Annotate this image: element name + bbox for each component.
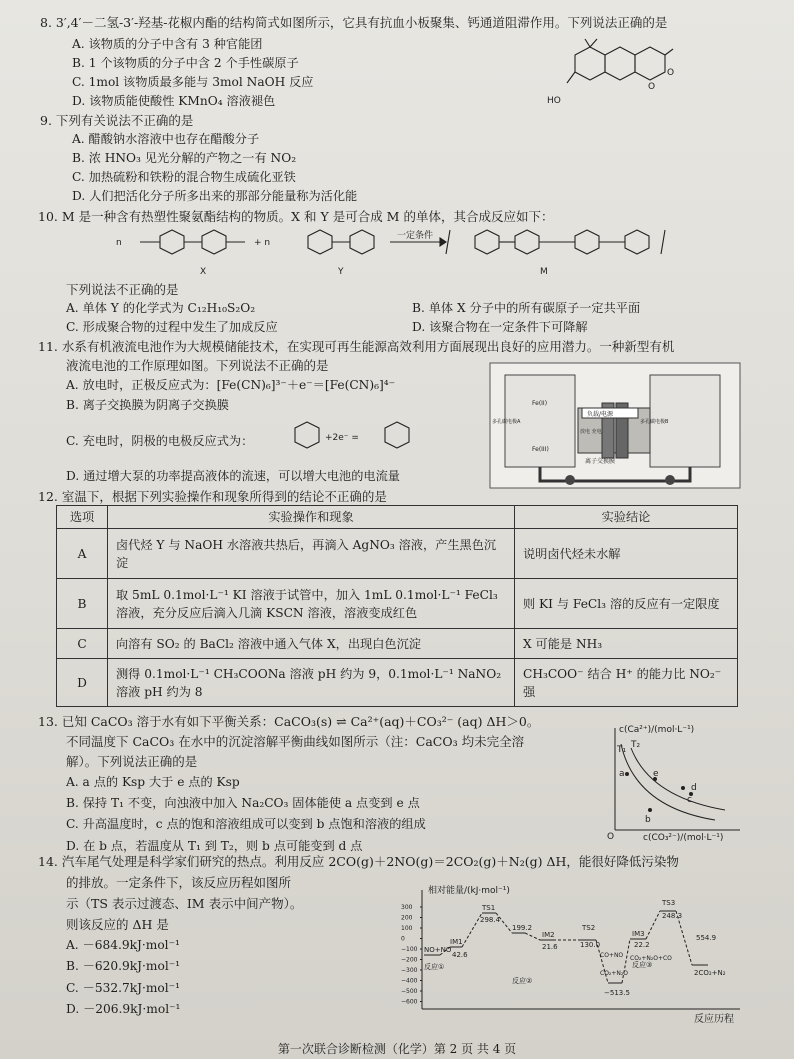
q8-structure — [545, 45, 675, 110]
q10-plus: + n — [254, 238, 271, 248]
q14-energy-profile — [400, 885, 745, 1025]
q14-label-ts2-val: 130.0 — [580, 941, 601, 949]
q14-label-5549: 554.9 — [696, 934, 717, 942]
q14-stem-line3: 示（TS 表示过渡态、IM 表示中间产物）。 — [66, 896, 303, 911]
q9-option-a: A. 醋酸钠水溶液中也存在醋酸分子 — [72, 132, 260, 146]
q13-xlabel: c(CO₃²⁻)/(mol·L⁻¹) — [643, 833, 724, 843]
q11-fe2-label: Fe(II) — [532, 400, 548, 407]
q11-stem-line2: 液流电池的工作原理如图。下列说法不正确的是 — [66, 358, 329, 373]
q10-option-a: A. 单体 Y 的化学式为 C₁₂H₁₀S₂O₂ — [66, 301, 256, 315]
q14-label-r2: 反应② — [512, 977, 533, 985]
q10-label-y: Y — [338, 267, 344, 277]
q10-option-d: D. 该聚合物在一定条件下可降解 — [412, 320, 588, 334]
q8-option-d: D. 该物质能使酸性 KMnO₄ 溶液褪色 — [72, 94, 276, 108]
q11-stem-line1: 11. 水系有机液流电池作为大规模储能技术，在实现可再生能源高效利用方面展现出良好的应用潜力。一种新型有机 — [38, 339, 675, 354]
q8-option-a: A. 该物质的分子中含有 3 种官能团 — [72, 37, 263, 51]
q11-electrode-b: 多孔碳电极B — [640, 419, 669, 425]
row-b-option: B — [57, 579, 108, 629]
q11-option-d: D. 通过增大泵的功率提高液体的流速，可以增大电池的电流量 — [66, 469, 400, 483]
q10-option-c: C. 形成聚合物的过程中发生了加成反应 — [66, 320, 278, 334]
table-row — [57, 529, 738, 579]
q8-stem: 8. 3′,4′－二氢-3′-羟基-花椒内酯的结构简式如图所示，它具有抗血小板聚集、钙通道阻滞作用。下列说法正确的是 — [40, 15, 668, 30]
q13-stem-line2: 不同温度下 CaCO₃ 在水中的沉淀溶解平衡曲线如图所示（注：CaCO₃ 均未完全溶 — [66, 734, 525, 749]
q11-option-b: B. 离子交换膜为阴离子交换膜 — [66, 398, 229, 412]
q11-optc-structures — [285, 418, 465, 464]
q10-option-b: B. 单体 X 分子中的所有碳原子一定共平面 — [412, 301, 641, 315]
q13-stem-line3: 解）。下列说法正确的是 — [66, 754, 198, 769]
q11-option-a: A. 放电时，正极反应式为：[Fe(CN)₆]³⁻＋e⁻＝[Fe(CN)₆]⁴⁻ — [66, 378, 396, 392]
q14-ytick-label: −400 — [401, 977, 418, 985]
q14-label-ts3-val: 248.3 — [662, 912, 683, 920]
q14-ytick-label: 200 — [401, 914, 413, 922]
q14-label-199: 199.2 — [512, 924, 533, 932]
row-b-operation: 取 5mL 0.1mol·L⁻¹ KI 溶液于试管中，加入 1mL 0.1mol·L⁻¹ FeCl₃ 溶液，充分反应后滴入几滴 KSCN 溶液，溶液变成红色 — [108, 579, 515, 629]
row-a-option: A — [57, 529, 108, 579]
q8-option-b: B. 1 个该物质的分子中含 2 个手性碳原子 — [72, 56, 299, 70]
header-conclusion: 实验结论 — [515, 506, 738, 529]
q14-option-a: A. －684.9kJ·mol⁻¹ — [66, 938, 180, 952]
q14-ytick-label: −300 — [401, 967, 418, 974]
q11-cell-diagram — [490, 363, 740, 488]
q14-label-co2n2o: CO₂+N₂O — [600, 970, 628, 977]
row-c-option: C — [57, 629, 108, 659]
q13-option-c: C. 升高温度时，c 点的饱和溶液组成可以变到 b 点饱和溶液的组成 — [66, 817, 426, 831]
q10-reaction-scheme — [110, 228, 690, 278]
q12-table — [56, 505, 738, 707]
table-row — [57, 659, 738, 707]
q14-ytick-label: −200 — [401, 956, 418, 964]
q8-ho-label: HO — [547, 96, 561, 106]
q13-point-e: e — [653, 769, 659, 779]
q14-label-ts1: TS1 — [482, 904, 496, 912]
q14-label-im2-val: 21.6 — [542, 943, 558, 951]
q11-option-c: C. 充电时，阴极的电极反应式为： — [66, 434, 254, 448]
q14-label-5135: −513.5 — [604, 989, 630, 997]
q14-label-im1: IM1 — [450, 938, 463, 946]
q13-point-c: c — [687, 795, 692, 805]
q14-ytick-label: 100 — [401, 925, 413, 932]
row-d-option: D — [57, 659, 108, 707]
q13-t1: T₁ — [617, 745, 627, 755]
header-option: 选项 — [57, 506, 108, 529]
q11-load-label: 负载/电源 — [587, 411, 614, 418]
q11-fe3-label: Fe(III) — [532, 446, 549, 453]
q14-xlabel: 反应历程 — [694, 1014, 734, 1025]
q14-ytick-label: −600 — [401, 998, 418, 1006]
row-b-conclusion: 则 KI 与 FeCl₃ 溶的反应有一定限度 — [515, 579, 738, 629]
q14-label-im2: IM2 — [542, 931, 555, 939]
q8-option-c: C. 1mol 该物质最多能与 3mol NaOH 反应 — [72, 75, 314, 89]
q10-condition: 一定条件 — [397, 231, 434, 241]
q13-option-b: B. 保持 T₁ 不变，向浊液中加入 Na₂CO₃ 固体能使 a 点变到 e 点 — [66, 796, 420, 810]
q13-t2: T₂ — [631, 740, 641, 750]
row-a-operation: 卤代烃 Y 与 NaOH 水溶液共热后，再滴入 AgNO₃ 溶液，产生黑色沉淀 — [108, 529, 515, 579]
q10-stem: 10. M 是一种含有热塑性聚氨酯结构的物质。X 和 Y 是可合成 M 的单体，其合成反应如下： — [38, 209, 554, 224]
q14-label-ts3: TS3 — [662, 899, 676, 907]
row-c-conclusion: X 可能是 NH₃ — [515, 629, 738, 659]
q13-solubility-graph — [595, 722, 745, 843]
q13-option-d: D. 在 b 点，若温度从 T₁ 到 T₂，则 b 点可能变到 d 点 — [66, 839, 363, 853]
svg-text:O: O — [667, 68, 675, 78]
table-header-row — [57, 506, 738, 529]
q14-ytick-label: 0 — [401, 935, 405, 943]
q14-label-im3: IM3 — [632, 930, 645, 938]
q9-stem: 9. 下列有关说法不正确的是 — [40, 113, 194, 128]
q14-label-r1: 反应① — [424, 963, 445, 971]
q10-n1: n — [116, 238, 122, 248]
q11-discharge-label: 放电 充电 — [580, 429, 602, 435]
q14-option-d: D. －206.9kJ·mol⁻¹ — [66, 1002, 181, 1016]
q11-optc-tail: +2e⁻ = — [325, 433, 359, 443]
q13-ylabel: c(Ca²⁺)/(mol·L⁻¹) — [619, 725, 695, 735]
page-footer: 第一次联合诊断检测（化学）第 2 页 共 4 页 — [277, 1042, 517, 1056]
q10-label-m: M — [540, 267, 548, 277]
q9-option-c: C. 加热硫粉和铁粉的混合物生成硫化亚铁 — [72, 170, 296, 184]
q14-stem-line4: 则该反应的 ΔH 是 — [66, 917, 169, 932]
row-d-conclusion: CH₃COO⁻ 结合 H⁺ 的能力比 NO₂⁻ 强 — [515, 659, 738, 707]
q13-origin: O — [607, 832, 615, 842]
svg-text:O: O — [648, 82, 656, 92]
q12-stem: 12. 室温下，根据下列实验操作和现象所得到的结论不正确的是 — [38, 489, 387, 504]
q14-label-im1-val: 42.6 — [452, 951, 468, 959]
q10-prompt: 下列说法不正确的是 — [66, 282, 179, 297]
q9-option-d: D. 人们把活化分子所多出来的那部分能量称为活化能 — [72, 189, 358, 203]
row-d-operation: 测得 0.1mol·L⁻¹ CH₃COONa 溶液 pH 约为 9，0.1mol·L⁻¹ NaNO₂ 溶液 pH 约为 8 — [108, 659, 515, 707]
q11-membrane-label: 离子交换膜 — [585, 458, 616, 465]
table-row — [57, 579, 738, 629]
q13-stem-line1: 13. 已知 CaCO₃ 溶于水有如下平衡关系：CaCO₃(s) ⇌ Ca²⁺(aq)＋CO₃²⁻ (aq) ΔH＞0。 — [38, 714, 540, 729]
q14-ytick-label: −500 — [401, 988, 418, 995]
row-a-conclusion: 说明卤代烃未水解 — [515, 529, 738, 579]
q14-label-r3: 反应③ — [632, 961, 653, 969]
q14-label-nonO: NO+NO — [424, 946, 452, 954]
q10-label-x: X — [200, 267, 207, 277]
q14-stem-line1: 14. 汽车尾气处理是科学家们研究的热点。利用反应 2CO(g)＋2NO(g)＝2CO₂(g)＋N₂(g) ΔH，能很好降低污染物 — [38, 854, 679, 869]
q14-label-product: 2CO₂+N₂ — [694, 969, 726, 977]
q14-ylabel: 相对能量/(kJ·mol⁻¹) — [428, 886, 510, 896]
row-c-operation: 向溶有 SO₂ 的 BaCl₂ 溶液中通入气体 X，出现白色沉淀 — [108, 629, 515, 659]
table-row — [57, 629, 738, 659]
q14-label-im3-val: 22.2 — [634, 941, 650, 949]
q14-label-ts1-val: 298.4 — [480, 916, 501, 924]
q13-point-b: b — [645, 815, 651, 825]
q14-label-cono: CO+NO — [600, 952, 624, 959]
q13-point-d: d — [691, 783, 697, 793]
q13-point-a: a — [619, 769, 625, 779]
q14-option-b: B. －620.9kJ·mol⁻¹ — [66, 959, 181, 973]
q14-stem-line2: 的排放。一定条件下，该反应历程如图所 — [66, 875, 292, 890]
q14-label-co2n2oco: CO₂+N₂O+CO — [630, 955, 672, 962]
q14-option-c: C. －532.7kJ·mol⁻¹ — [66, 981, 180, 995]
q9-option-b: B. 浓 HNO₃ 见光分解的产物之一有 NO₂ — [72, 151, 297, 165]
header-operation: 实验操作和现象 — [108, 506, 515, 529]
q11-electrode-a: 多孔碳电极A — [492, 419, 521, 425]
q14-ytick-label: 300 — [401, 904, 413, 911]
q14-ytick-label: −100 — [401, 946, 418, 953]
q14-label-ts2: TS2 — [582, 924, 596, 932]
q13-option-a: A. a 点的 Ksp 大于 e 点的 Ksp — [66, 775, 240, 789]
